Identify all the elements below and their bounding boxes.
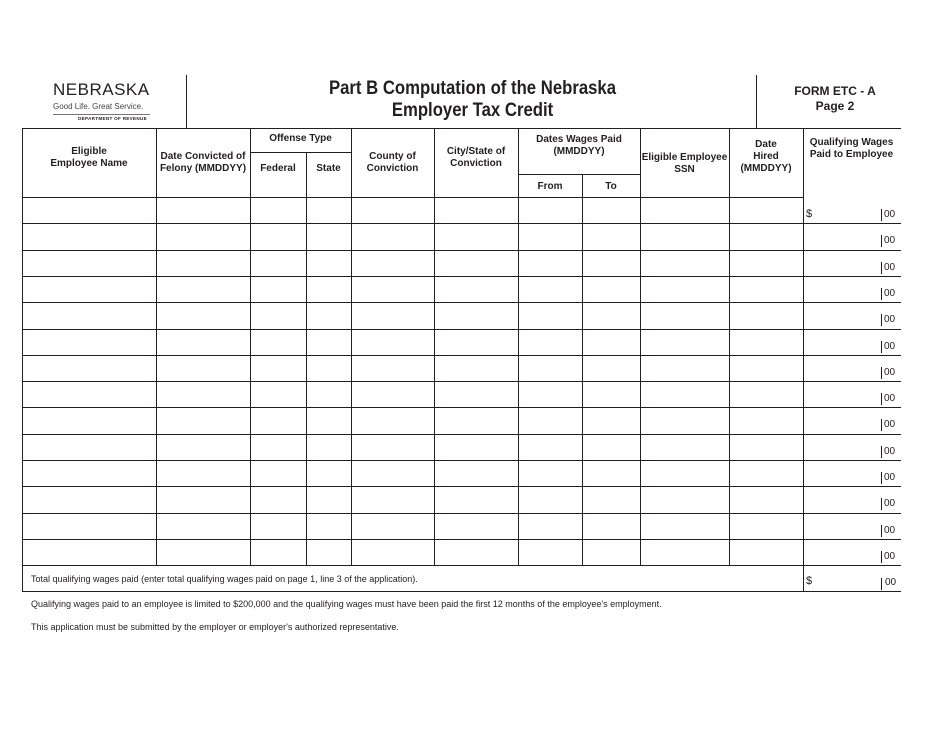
table-cell-input[interactable] (157, 303, 250, 328)
table-cell-input[interactable] (251, 435, 306, 460)
table-cell-input[interactable] (519, 356, 582, 381)
note-wage-limit: Qualifying wages paid to an employee is limited to $200,000 and the qualifying wages must have been paid the first 12 months of the employee's employment. (31, 599, 662, 609)
form-identifier (760, 84, 910, 114)
cents-label: 00 (884, 261, 896, 273)
table-cell-input[interactable] (23, 461, 156, 486)
qualifying-wages-input[interactable] (805, 408, 881, 433)
logo-divider (53, 114, 150, 115)
cents-label: 00 (884, 419, 896, 431)
table-cell-input[interactable] (251, 251, 306, 276)
table-cell-input[interactable] (583, 487, 640, 512)
qualifying-wages-input[interactable] (805, 435, 881, 460)
table-cell-input[interactable] (23, 382, 156, 407)
cents-label: 00 (884, 550, 896, 562)
table-cell-input[interactable] (730, 514, 803, 539)
table-cell-input[interactable] (435, 435, 518, 460)
table-cell-input[interactable] (251, 303, 306, 328)
table-cell-input[interactable] (583, 198, 640, 223)
table-cell-input[interactable] (730, 251, 803, 276)
table-cell-input[interactable] (641, 303, 729, 328)
table-cell-input[interactable] (157, 277, 250, 302)
cents-separator (881, 472, 882, 484)
table-cell-input[interactable] (157, 435, 250, 460)
header-county: County of Conviction (366, 151, 419, 174)
table-cell-input[interactable] (519, 382, 582, 407)
table-cell-input[interactable] (641, 356, 729, 381)
table-cell-input[interactable] (435, 514, 518, 539)
table-cell-input[interactable] (352, 540, 434, 565)
table-cell-input[interactable] (352, 330, 434, 355)
table-cell-input[interactable] (641, 540, 729, 565)
table-cell-input[interactable] (23, 356, 156, 381)
logo-tagline: Good Life. Great Service. (53, 102, 144, 111)
cents-label: 00 (884, 287, 896, 299)
table-cell-input[interactable] (251, 540, 306, 565)
table-top-border (22, 128, 901, 129)
table-cell-input[interactable] (307, 303, 351, 328)
header-from: From (537, 181, 563, 192)
table-cell-input[interactable] (23, 408, 156, 433)
table-cell-input[interactable] (251, 330, 306, 355)
table-cell-input[interactable] (641, 487, 729, 512)
dates-subheader-rule (518, 174, 640, 175)
total-cents-separator (881, 578, 882, 590)
table-cell-input[interactable] (157, 514, 250, 539)
qualifying-wages-input[interactable] (805, 461, 881, 486)
table-cell-input[interactable] (307, 224, 351, 249)
qualifying-wages-input[interactable] (805, 382, 881, 407)
table-cell-input[interactable] (307, 356, 351, 381)
col-line-10 (803, 128, 804, 565)
page-number: Page 2 (815, 99, 855, 113)
table-cell-input[interactable] (251, 356, 306, 381)
table-cell-input[interactable] (157, 356, 250, 381)
table-cell-input[interactable] (435, 382, 518, 407)
header-employee-name: Eligible Employee Name (50, 146, 128, 169)
cents-separator (881, 525, 882, 537)
table-cell-input[interactable] (641, 198, 729, 223)
table-cell-input[interactable] (352, 277, 434, 302)
table-cell-input[interactable] (251, 382, 306, 407)
cents-label: 00 (884, 366, 896, 378)
table-cell-input[interactable] (157, 540, 250, 565)
table-cell-input[interactable] (157, 461, 250, 486)
table-cell-input[interactable] (157, 382, 250, 407)
table-cell-input[interactable] (307, 435, 351, 460)
table-cell-input[interactable] (435, 303, 518, 328)
table-cell-input[interactable] (157, 251, 250, 276)
table-cell-input[interactable] (307, 251, 351, 276)
cents-label: 00 (884, 235, 896, 247)
table-cell-input[interactable] (251, 461, 306, 486)
table-cell-input[interactable] (583, 356, 640, 381)
table-cell-input[interactable] (251, 277, 306, 302)
dollar-sign: $ (806, 208, 813, 220)
header-date-hired: Date Hired (MMDDYY) (740, 139, 792, 174)
total-wages-input[interactable] (808, 565, 880, 589)
header-to: To (605, 181, 617, 192)
table-cell-input[interactable] (307, 540, 351, 565)
table-cell-input[interactable] (251, 408, 306, 433)
table-cell-input[interactable] (251, 198, 306, 223)
table-cell-input[interactable] (641, 277, 729, 302)
table-cell-input[interactable] (435, 487, 518, 512)
qualifying-wages-input[interactable] (805, 277, 881, 302)
table-cell-input[interactable] (583, 540, 640, 565)
table-cell-input[interactable] (307, 487, 351, 512)
table-cell-input[interactable] (435, 251, 518, 276)
table-cell-input[interactable] (583, 303, 640, 328)
table-cell-input[interactable] (519, 277, 582, 302)
table-cell-input[interactable] (23, 330, 156, 355)
table-cell-input[interactable] (519, 330, 582, 355)
table-cell-input[interactable] (641, 408, 729, 433)
table-cell-input[interactable] (307, 330, 351, 355)
logo-wordmark: NEBRASKA (53, 80, 150, 99)
cents-separator (881, 419, 882, 431)
table-cell-input[interactable] (352, 408, 434, 433)
table-cell-input[interactable] (519, 514, 582, 539)
cents-label: 00 (884, 498, 896, 510)
table-cell-input[interactable] (583, 382, 640, 407)
table-cell-input[interactable] (641, 382, 729, 407)
table-cell-input[interactable] (583, 251, 640, 276)
qualifying-wages-input[interactable] (805, 303, 881, 328)
header-city-state: City/State of Conviction (446, 146, 506, 169)
table-cell-input[interactable] (352, 435, 434, 460)
table-cell-input[interactable] (435, 330, 518, 355)
table-cell-input[interactable] (307, 514, 351, 539)
table-cell-input[interactable] (435, 277, 518, 302)
table-cell-input[interactable] (23, 514, 156, 539)
table-cell-input[interactable] (23, 251, 156, 276)
table-cell-input[interactable] (730, 435, 803, 460)
header-federal: Federal (260, 163, 296, 174)
table-cell-input[interactable] (352, 198, 434, 223)
qualifying-wages-input[interactable] (805, 198, 881, 223)
cents-separator (881, 498, 882, 510)
cents-label: 00 (884, 340, 896, 352)
cents-label: 00 (884, 393, 896, 405)
table-cell-input[interactable] (251, 514, 306, 539)
cents-label: 00 (884, 472, 896, 483)
row-rule (22, 565, 901, 566)
cents-separator (881, 341, 882, 353)
table-cell-input[interactable] (730, 540, 803, 565)
table-cell-input[interactable] (352, 251, 434, 276)
table-cell-input[interactable] (519, 251, 582, 276)
qualifying-wages-input[interactable] (805, 224, 881, 249)
table-cell-input[interactable] (307, 461, 351, 486)
table-bottom-border (22, 591, 901, 592)
table-cell-input[interactable] (157, 224, 250, 249)
table-cell-input[interactable] (730, 408, 803, 433)
table-cell-input[interactable] (251, 487, 306, 512)
qualifying-wages-input[interactable] (805, 514, 881, 539)
table-cell-input[interactable] (352, 382, 434, 407)
table-cell-input[interactable] (23, 540, 156, 565)
note-submission: This application must be submitted by the employer or employer's authorized representative. (31, 622, 399, 632)
cents-separator (881, 314, 882, 326)
header-offense-type: Offense Type (269, 133, 332, 144)
header-divider-left (186, 75, 187, 128)
total-dollar-sign: $ (806, 575, 813, 587)
table-cell-input[interactable] (307, 277, 351, 302)
header-qualifying-wages: Qualifying Wages Paid to Employee (809, 137, 894, 160)
table-cell-input[interactable] (730, 461, 803, 486)
table-cell-input[interactable] (583, 224, 640, 249)
table-cell-input[interactable] (583, 514, 640, 539)
table-cell-input[interactable] (583, 330, 640, 355)
table-cell-input[interactable] (730, 356, 803, 381)
qualifying-wages-input[interactable] (805, 251, 881, 276)
table-cell-input[interactable] (23, 303, 156, 328)
table-cell-input[interactable] (435, 408, 518, 433)
table-cell-input[interactable] (23, 487, 156, 512)
table-cell-input[interactable] (730, 303, 803, 328)
table-cell-input[interactable] (641, 330, 729, 355)
table-cell-input[interactable] (23, 435, 156, 460)
table-cell-input[interactable] (435, 540, 518, 565)
table-cell-input[interactable] (435, 356, 518, 381)
cents-separator (881, 446, 882, 458)
header-employee-ssn: Eligible Employee SSN (641, 152, 728, 175)
table-cell-input[interactable] (352, 487, 434, 512)
table-cell-input[interactable] (641, 514, 729, 539)
table-cell-input[interactable] (519, 224, 582, 249)
table-cell-input[interactable] (519, 303, 582, 328)
cents-label: 00 (884, 209, 896, 220)
qualifying-wages-input[interactable] (805, 487, 881, 512)
qualifying-wages-input[interactable] (805, 330, 881, 355)
table-cell-input[interactable] (519, 435, 582, 460)
table-cell-input[interactable] (730, 382, 803, 407)
cents-label: 00 (884, 445, 896, 457)
table-cell-input[interactable] (23, 198, 156, 223)
title-line-1: Part B Computation of the Nebraska (328, 78, 617, 99)
cents-label: 00 (884, 524, 896, 536)
table-cell-input[interactable] (23, 224, 156, 249)
form-id: FORM ETC - A (794, 84, 876, 98)
offense-subheader-rule (250, 152, 351, 153)
table-cell-input[interactable] (641, 461, 729, 486)
table-cell-input[interactable] (157, 408, 250, 433)
page-title (233, 78, 713, 122)
table-cell-input[interactable] (519, 540, 582, 565)
cents-separator (881, 209, 882, 221)
table-cell-input[interactable] (352, 224, 434, 249)
table-cell-input[interactable] (307, 382, 351, 407)
cents-separator (881, 288, 882, 300)
table-cell-input[interactable] (352, 356, 434, 381)
table-cell-input[interactable] (730, 198, 803, 223)
table-cell-input[interactable] (730, 330, 803, 355)
cents-separator (881, 262, 882, 274)
title-line-2: Employer Tax Credit (391, 100, 554, 121)
table-cell-input[interactable] (583, 435, 640, 460)
nebraska-logo (52, 80, 157, 126)
table-cell-input[interactable] (307, 408, 351, 433)
total-left-border (22, 565, 23, 591)
table-cell-input[interactable] (157, 198, 250, 223)
table-cell-input[interactable] (730, 277, 803, 302)
table-cell-input[interactable] (23, 277, 156, 302)
header-divider-right (756, 75, 757, 128)
table-cell-input[interactable] (583, 408, 640, 433)
table-cell-input[interactable] (583, 277, 640, 302)
table-cell-input[interactable] (157, 330, 250, 355)
table-cell-input[interactable] (641, 224, 729, 249)
table-cell-input[interactable] (307, 198, 351, 223)
total-cents-label: 00 (885, 577, 897, 588)
cents-separator (881, 367, 882, 379)
qualifying-wages-input[interactable] (805, 356, 881, 381)
header-dates-wages-paid: Dates Wages Paid (MMDDYY) (536, 134, 622, 157)
logo-department: DEPARTMENT OF REVENUE (78, 116, 147, 121)
table-cell-input[interactable] (352, 514, 434, 539)
table-cell-input[interactable] (251, 224, 306, 249)
table-cell-input[interactable] (583, 461, 640, 486)
table-cell-input[interactable] (519, 198, 582, 223)
cents-label: 00 (884, 314, 896, 326)
total-row-label: Total qualifying wages paid (enter total qualifying wages paid on page 1, line 3 of the application). (31, 574, 418, 584)
table-cell-input[interactable] (157, 487, 250, 512)
total-col-line (803, 565, 804, 591)
table-cell-input[interactable] (730, 487, 803, 512)
table-cell-input[interactable] (435, 198, 518, 223)
table-cell-input[interactable] (435, 461, 518, 486)
table-cell-input[interactable] (641, 435, 729, 460)
cents-separator (881, 235, 882, 247)
table-cell-input[interactable] (519, 461, 582, 486)
table-cell-input[interactable] (352, 303, 434, 328)
header-date-convicted: Date Convicted of Felony (MMDDYY) (159, 151, 247, 174)
table-cell-input[interactable] (352, 461, 434, 486)
qualifying-wages-input[interactable] (805, 540, 881, 565)
table-cell-input[interactable] (435, 224, 518, 249)
cents-separator (881, 393, 882, 405)
table-cell-input[interactable] (730, 224, 803, 249)
table-cell-input[interactable] (519, 487, 582, 512)
header-state: State (316, 163, 341, 174)
cents-separator (881, 551, 882, 563)
table-cell-input[interactable] (641, 251, 729, 276)
table-cell-input[interactable] (519, 408, 582, 433)
